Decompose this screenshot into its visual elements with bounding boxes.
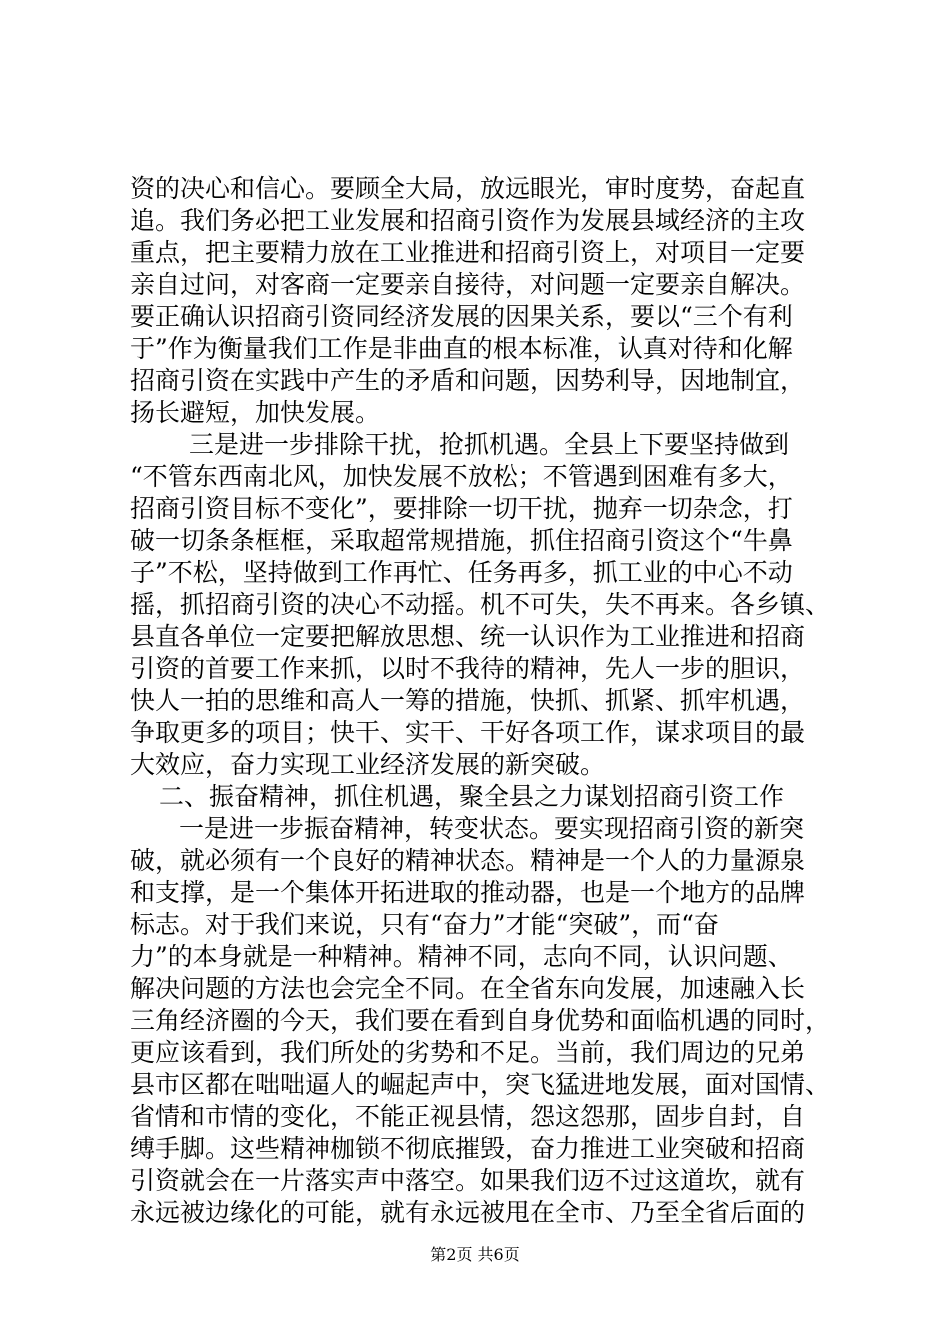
text-line: 于”作为衡量我们工作是非曲直的根本标准，认真对待和化解 <box>130 334 793 363</box>
text-line: 大效应，奋力实现工业经济发展的新突破。 <box>130 750 606 779</box>
page-number: 第2页 共6页 <box>430 1245 520 1264</box>
text-line: 要正确认识招商引资同经济发展的因果关系，要以“三个有利 <box>130 302 793 331</box>
text-line: 引资的首要工作来抓，以时不我待的精神，先人一步的胆识， <box>130 654 806 683</box>
text-line: 力”的本身就是一种精神。精神不同，志向不同，认识问题、 <box>130 942 793 971</box>
paragraph-first-line: 三是进一步排除干扰，抢抓机遇。全县上下要坚持做到 <box>189 430 790 459</box>
text-line: 子”不松，坚持做到工作再忙、任务再多，抓工业的中心不动 <box>130 558 793 587</box>
text-line: 扬长避短，加快发展。 <box>130 398 381 427</box>
text-line: 破一切条条框框，采取超常规措施，抓住招商引资这个“牛鼻 <box>130 526 793 555</box>
text-line: 破，就必须有一个良好的精神状态。精神是一个人的力量源泉 <box>130 846 806 875</box>
text-line: 摇，抓招商引资的决心不动摇。机不可失，失不再来。各乡镇、 <box>130 590 831 619</box>
text-line: 争取更多的项目；快干、实干、干好各项工作，谋求项目的最 <box>130 718 806 747</box>
text-line: 解决问题的方法也会完全不同。在全省东向发展，加速融入长 <box>130 974 806 1003</box>
paragraph-first-line: 一是进一步振奋精神，转变状态。要实现招商引资的新突 <box>179 814 805 843</box>
text-line: 省情和市情的变化，不能正视县情，怨这怨那，固步自封，自 <box>130 1102 806 1131</box>
text-line: 县直各单位一定要把解放思想、统一认识作为工业推进和招商 <box>130 622 806 651</box>
text-line: 标志。对于我们来说，只有“奋力”才能“突破”，而“奋 <box>130 910 719 939</box>
text-line: 招商引资目标不变化”，要排除一切干扰，抛弃一切杂念，打 <box>130 494 793 523</box>
text-line: 县市区都在咄咄逼人的崛起声中，突飞猛进地发展，面对国情、 <box>130 1070 831 1099</box>
text-line: 追。我们务必把工业发展和招商引资作为发展县域经济的主攻 <box>130 206 806 235</box>
text-line: “不管东西南北风，加快发展不放松；不管遇到困难有多大， <box>130 462 793 491</box>
text-line: 快人一拍的思维和高人一筹的措施，快抓、抓紧、抓牢机遇， <box>130 686 806 715</box>
text-line: 永远被边缘化的可能，就有永远被甩在全市、乃至全省后面的 <box>130 1198 806 1227</box>
text-line: 和支撑，是一个集体开拓进取的推动器，也是一个地方的品牌 <box>130 878 806 907</box>
text-line: 资的决心和信心。要顾全大局，放远眼光，审时度势，奋起直 <box>130 174 806 203</box>
text-line: 三角经济圈的今天，我们要在看到自身优势和面临机遇的同时， <box>130 1006 831 1035</box>
text-line: 亲自过问，对客商一定要亲自接待，对问题一定要亲自解决。 <box>130 270 806 299</box>
text-line: 缚手脚。这些精神枷锁不彻底摧毁，奋力推进工业突破和招商 <box>130 1134 806 1163</box>
section-heading: 二、振奋精神，抓住机遇，聚全县之力谋划招商引资工作 <box>159 782 785 811</box>
text-line: 更应该看到，我们所处的劣势和不足。当前，我们周边的兄弟 <box>130 1038 806 1067</box>
text-line: 招商引资在实践中产生的矛盾和问题，因势利导，因地制宜， <box>130 366 806 395</box>
text-line: 重点，把主要精力放在工业推进和招商引资上，对项目一定要 <box>130 238 806 267</box>
text-line: 引资就会在一片落实声中落空。如果我们迈不过这道坎，就有 <box>130 1166 806 1195</box>
